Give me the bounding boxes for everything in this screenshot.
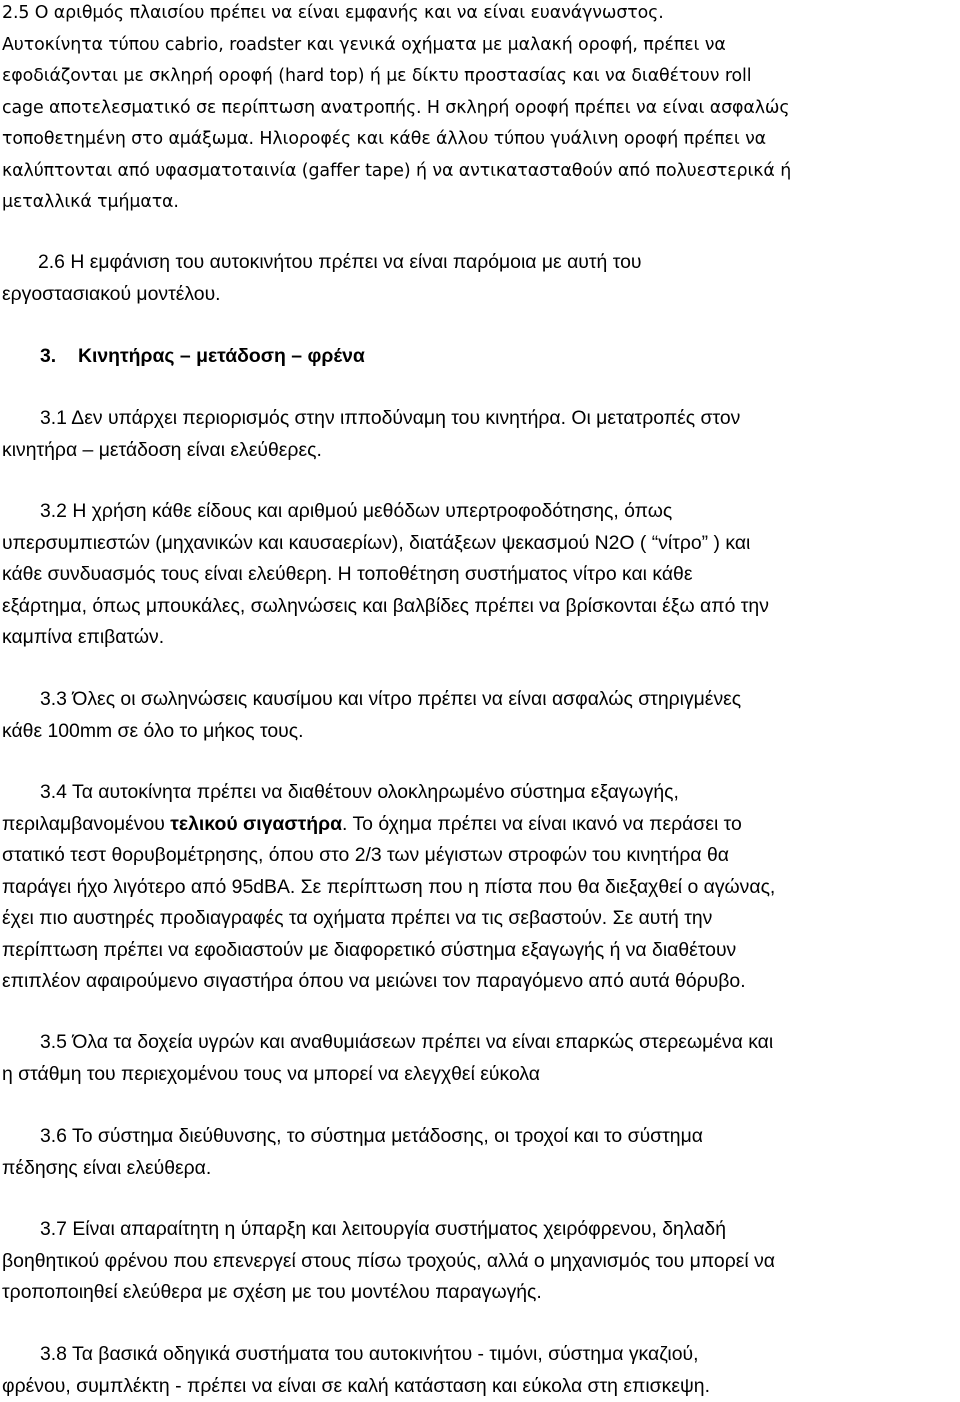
- section-3-3: [2, 684, 958, 747]
- text-line: 3.5 Όλα τα δοχεία υγρών και αναθυμιάσεων πρέπει να είναι επαρκώς στερεωμένα και: [2, 1027, 958, 1059]
- heading-number: 3.: [40, 341, 78, 373]
- text-line: περίπτωση πρέπει να εφοδιαστούν με διαφορετικό σύστημα εξαγωγής ή να διαθέτουν: [2, 935, 958, 967]
- section-3-6: [2, 1121, 958, 1184]
- text-fragment: περιλαμβανομένου: [2, 813, 170, 835]
- text-line: 3.1 Δεν υπάρχει περιορισμός στην ιπποδύναμη του κινητήρα. Οι μετατροπές στον: [2, 403, 958, 435]
- text-line: μεταλλικά τμήματα.: [2, 187, 958, 219]
- text-line: 3.6 Το σύστημα διεύθυνσης, το σύστημα μετάδοσης, οι τροχοί και το σύστημα: [2, 1121, 958, 1153]
- section-2-5: [2, 0, 958, 219]
- text-line: έχει πιο αυστηρές προδιαγραφές τα οχήματα πρέπει να τις σεβαστούν. Σε αυτή την: [2, 903, 958, 935]
- text-line: πέδησης είναι ελεύθερα.: [2, 1153, 958, 1185]
- heading-title: Κινητήρας – μετάδοση – φρένα: [78, 345, 365, 367]
- text-line: 2.6 Η εμφάνιση του αυτοκινήτου πρέπει να είναι παρόμοια με αυτή του: [2, 247, 958, 279]
- text-line: η στάθμη του περιεχομένου τους να μπορεί να ελεγχθεί εύκολα: [2, 1059, 958, 1091]
- text-line: 3.4 Τα αυτοκίνητα πρέπει να διαθέτουν ολοκληρωμένο σύστημα εξαγωγής,: [2, 777, 958, 809]
- text-line: 3.8 Τα βασικά οδηγικά συστήματα του αυτοκινήτου - τιμόνι, σύστημα γκαζιού,: [2, 1339, 958, 1371]
- text-line: τροποποιηθεί ελεύθερα με σχέση με του μοντέλου παραγωγής.: [2, 1277, 958, 1309]
- text-line: 3.3 Όλες οι σωληνώσεις καυσίμου και νίτρο πρέπει να είναι ασφαλώς στηριγμένες: [2, 684, 958, 716]
- text-line: [2, 809, 958, 841]
- section-2-6: [2, 247, 958, 310]
- bold-term: τελικού σιγαστήρα: [170, 813, 342, 835]
- text-fragment: . Το όχημα πρέπει να είναι ικανό να περάσει το: [342, 813, 742, 835]
- section-3-7: [2, 1214, 958, 1309]
- text-line: υπερσυμπιεστών (μηχανικών και καυσαερίων), διατάξεων ψεκασμού N2O ( “νίτρο” ) και: [2, 528, 958, 560]
- text-line: εργοστασιακού μοντέλου.: [2, 279, 958, 311]
- text-line: φρένου, συμπλέκτη - πρέπει να είναι σε καλή κατάσταση και εύκολα στη επισκεψη.: [2, 1371, 958, 1402]
- text-line: 3.7 Είναι απαραίτητη η ύπαρξη και λειτουργία συστήματος χειρόφρενου, δηλαδή: [2, 1214, 958, 1246]
- section-3-2: [2, 496, 958, 654]
- text-line: εφοδιάζονται με σκληρή οροφή (hard top) ή με δίκτυ προστασίας και να διαθέτουν roll: [2, 61, 958, 93]
- text-line: στατικό τεστ θορυβομέτρησης, όπου στο 2/3 των μέγιστων στροφών του κινητήρα θα: [2, 840, 958, 872]
- text-line: καμπίνα επιβατών.: [2, 622, 958, 654]
- text-line: κάθε συνδυασμός τους είναι ελεύθερη. Η τοποθέτηση συστήματος νίτρο και κάθε: [2, 559, 958, 591]
- text-line: επιπλέον αφαιρούμενο σιγαστήρα όπου να μειώνει τον παραγόμενο από αυτά θόρυβο.: [2, 966, 958, 998]
- section-3-4: [2, 777, 958, 998]
- text-line: 2.5 Ο αριθμός πλαισίου πρέπει να είναι εμφανής και να είναι ευανάγνωστος.: [2, 0, 958, 30]
- text-line: καλύπτονται από υφασματοταινία (gaffer tape) ή να αντικατασταθούν από πολυεστερικά ή: [2, 156, 958, 188]
- text-line: παράγει ήχο λιγότερο από 95dBA. Σε περίπτωση που η πίστα που θα διεξαχθεί ο αγώνας,: [2, 872, 958, 904]
- section-3-heading: [40, 341, 365, 373]
- section-3-1: [2, 403, 958, 466]
- text-line: εξάρτημα, όπως μπουκάλες, σωληνώσεις και βαλβίδες πρέπει να βρίσκονται έξω από την: [2, 591, 958, 623]
- text-line: cage αποτελεσματικό σε περίπτωση ανατροπής. Η σκληρή οροφή πρέπει να είναι ασφαλώς: [2, 93, 958, 125]
- text-line: Αυτοκίνητα τύπου cabrio, roadster και γενικά οχήματα με μαλακή οροφή, πρέπει να: [2, 30, 958, 62]
- section-3-5: [2, 1027, 958, 1090]
- section-3-8: [2, 1339, 958, 1402]
- text-line: κάθε 100mm σε όλο το μήκος τους.: [2, 716, 958, 748]
- text-line: κινητήρα – μετάδοση είναι ελεύθερες.: [2, 435, 958, 467]
- text-line: 3.2 Η χρήση κάθε είδους και αριθμού μεθόδων υπερτροφοδότησης, όπως: [2, 496, 958, 528]
- text-line: τοποθετημένη στο αμάξωμα. Ηλιοροφές και κάθε άλλου τύπου γυάλινη οροφή πρέπει να: [2, 124, 958, 156]
- text-line: βοηθητικού φρένου που επενεργεί στους πίσω τροχούς, αλλά ο μηχανισμός του μπορεί να: [2, 1246, 958, 1278]
